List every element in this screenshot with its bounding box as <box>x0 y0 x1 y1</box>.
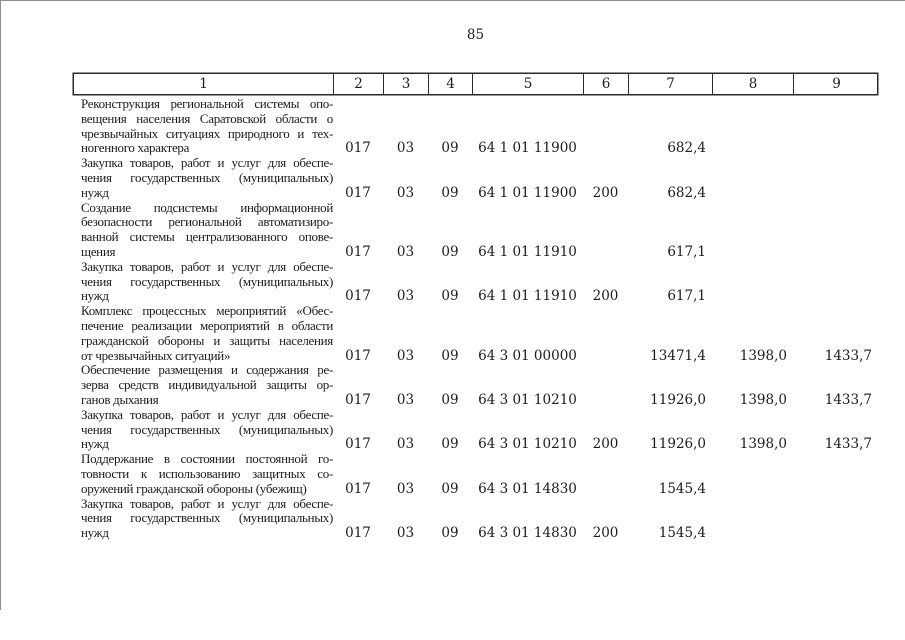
cell-amount-year2 <box>712 496 793 497</box>
cell-section-code: 03 <box>396 184 415 201</box>
column-header-8: 8 <box>713 74 794 94</box>
cell-expense-type-code <box>583 362 628 363</box>
cell-section-code: 03 <box>396 525 415 542</box>
row-description <box>73 97 333 156</box>
description-line: от чрезвычайных ситуаций» <box>81 347 231 363</box>
description-line: гражданской обороны и защиты населения <box>81 332 333 348</box>
cell-amount-year1: 13471,4 <box>650 347 706 364</box>
cell-subsection-code: 09 <box>441 391 459 408</box>
cell-subsection-code: 09 <box>441 184 459 201</box>
description-line: Комплекс процессных мероприятий «Обес- <box>81 303 333 319</box>
cell-amount-year1: 682,4 <box>667 140 706 157</box>
cell-target-article-code: 64 1 01 11900 <box>478 140 577 157</box>
table-header-row <box>73 73 878 95</box>
cell-section-code: 03 <box>396 480 415 497</box>
cell-expense-type-code <box>583 155 628 156</box>
cell-target-article-code: 64 3 01 14830 <box>478 525 577 542</box>
cell-subsection-code: 09 <box>441 243 459 260</box>
column-header-9: 9 <box>832 76 841 92</box>
cell-section-code: 03 <box>396 288 415 305</box>
cell-expense-type-code <box>583 259 628 260</box>
row-description <box>73 497 333 541</box>
window-edge-top <box>0 0 905 1</box>
cell-chief-administrator-code: 017 <box>345 243 371 260</box>
column-header-7: 7 <box>629 74 713 94</box>
cell-amount-year3: 1433,7 <box>824 436 872 453</box>
cell-amount-year2: 1398,0 <box>739 347 787 364</box>
row-description <box>73 408 333 452</box>
description-line: чения государственных (муниципальных) <box>81 169 333 185</box>
cell-amount-year2 <box>712 155 793 156</box>
column-header-5: 5 <box>473 74 584 94</box>
cell-expense-type-code <box>583 496 628 497</box>
budget-table <box>73 73 878 541</box>
description-line: зерва средств индивидуальной защиты ор- <box>81 377 333 393</box>
cell-amount-year3: 1433,7 <box>824 391 872 408</box>
table-body <box>73 95 878 541</box>
row-description <box>73 304 333 363</box>
description-line: товности к использованию защитных со- <box>81 465 333 481</box>
cell-target-article-code: 64 3 01 00000 <box>478 347 577 364</box>
cell-amount-year1: 682,4 <box>667 184 706 201</box>
table-row <box>73 304 878 363</box>
column-header-6: 6 <box>584 74 629 94</box>
table-row <box>73 156 878 200</box>
description-line: чения государственных (муниципальных) <box>81 421 333 437</box>
cell-chief-administrator-code: 017 <box>345 525 371 542</box>
cell-amount-year3 <box>793 540 878 541</box>
table-row <box>73 260 878 304</box>
cell-amount-year2 <box>712 259 793 260</box>
cell-amount-year1: 617,1 <box>667 288 706 305</box>
cell-amount-year3 <box>793 200 878 201</box>
description-line: Обеспечение размещения и содержания ре- <box>81 362 333 378</box>
column-header-4: 4 <box>429 74 473 94</box>
cell-target-article-code: 64 3 01 14830 <box>478 480 577 497</box>
cell-amount-year2: 1398,0 <box>739 391 787 408</box>
description-line: печение реализации мероприятий в области <box>81 317 333 333</box>
cell-section-code: 03 <box>396 436 415 453</box>
description-line: чения государственных (муниципальных) <box>81 510 333 526</box>
cell-subsection-code: 09 <box>441 480 459 497</box>
cell-section-code: 03 <box>396 347 415 364</box>
cell-amount-year1: 1545,4 <box>658 525 706 542</box>
cell-expense-type-code <box>583 407 628 408</box>
cell-chief-administrator-code: 017 <box>345 391 371 408</box>
description-line: ганов дыхания <box>81 391 159 407</box>
cell-section-code: 03 <box>396 243 415 260</box>
description-line: Поддержание в состоянии постоянной го- <box>81 451 333 467</box>
page-number: 85 <box>466 27 485 43</box>
cell-target-article-code: 64 1 01 11910 <box>478 288 577 305</box>
description-line: нужд <box>81 184 109 200</box>
description-line: Закупка товаров, работ и услуг для обеспе- <box>81 406 333 422</box>
description-line: нужд <box>81 288 109 304</box>
cell-amount-year2: 1398,0 <box>739 436 787 453</box>
description-line: ногенного характера <box>81 140 190 156</box>
cell-amount-year1: 11926,0 <box>650 436 706 453</box>
cell-amount-year1: 1545,4 <box>658 480 706 497</box>
cell-expense-type-code: 200 <box>592 184 619 201</box>
cell-subsection-code: 09 <box>441 140 459 157</box>
window-edge-left <box>0 0 1 610</box>
cell-chief-administrator-code: 017 <box>345 288 371 305</box>
cell-amount-year3 <box>793 155 878 156</box>
cell-expense-type-code: 200 <box>592 436 619 453</box>
cell-amount-year1: 617,1 <box>667 243 706 260</box>
cell-target-article-code: 64 3 01 10210 <box>478 436 577 453</box>
cell-amount-year2 <box>712 200 793 201</box>
description-line: чрезвычайных ситуациях природного и тех- <box>81 125 333 141</box>
column-header-2: 2 <box>334 74 384 94</box>
description-line: вещения населения Саратовской области о <box>81 110 333 126</box>
cell-expense-type-code: 200 <box>592 288 619 305</box>
description-line: Закупка товаров, работ и услуг для обеспе- <box>81 258 333 274</box>
cell-chief-administrator-code: 017 <box>345 436 371 453</box>
cell-amount-year3: 1433,7 <box>824 347 872 364</box>
cell-target-article-code: 64 1 01 11910 <box>478 243 577 260</box>
column-header-1: 1 <box>74 74 334 94</box>
table-row <box>73 201 878 260</box>
cell-chief-administrator-code: 017 <box>345 184 371 201</box>
description-line: нужд <box>81 436 109 452</box>
cell-chief-administrator-code: 017 <box>345 347 371 364</box>
cell-chief-administrator-code: 017 <box>345 140 371 157</box>
cell-amount-year3 <box>793 496 878 497</box>
description-line: щения <box>81 243 116 259</box>
cell-target-article-code: 64 3 01 10210 <box>478 391 577 408</box>
description-line: ванной системы централизованного опове- <box>81 229 333 245</box>
cell-chief-administrator-code: 017 <box>345 480 371 497</box>
cell-subsection-code: 09 <box>441 347 459 364</box>
cell-amount-year2 <box>712 540 793 541</box>
column-header-3: 3 <box>384 74 429 94</box>
row-description <box>73 156 333 200</box>
cell-amount-year3 <box>793 303 878 304</box>
table-row <box>73 497 878 541</box>
description-line: безопасности региональной автоматизиро- <box>81 214 333 230</box>
cell-expense-type-code: 200 <box>592 525 619 542</box>
description-line: оружений гражданской обороны (убежищ) <box>81 480 307 496</box>
table-row <box>73 408 878 452</box>
description-line: чения государственных (муниципальных) <box>81 273 333 289</box>
description-line: Закупка товаров, работ и услуг для обеспе- <box>81 495 333 511</box>
cell-section-code: 03 <box>396 391 415 408</box>
table-row <box>73 97 878 156</box>
cell-subsection-code: 09 <box>441 525 459 542</box>
row-description <box>73 260 333 304</box>
cell-subsection-code: 09 <box>441 288 459 305</box>
row-description <box>73 363 333 407</box>
cell-amount-year1: 11926,0 <box>650 391 706 408</box>
cell-amount-year2 <box>712 303 793 304</box>
cell-amount-year3 <box>793 259 878 260</box>
description-line: нужд <box>81 525 109 541</box>
cell-subsection-code: 09 <box>441 436 459 453</box>
row-description <box>73 201 333 260</box>
cell-target-article-code: 64 1 01 11900 <box>478 184 577 201</box>
row-description <box>73 452 333 496</box>
description-line: Закупка товаров, работ и услуг для обеспе- <box>81 155 333 171</box>
description-line: Создание подсистемы информационной <box>81 199 333 215</box>
table-row <box>73 363 878 407</box>
table-row <box>73 452 878 496</box>
description-line: Реконструкция региональной системы опо- <box>81 96 333 111</box>
cell-section-code: 03 <box>396 140 415 157</box>
